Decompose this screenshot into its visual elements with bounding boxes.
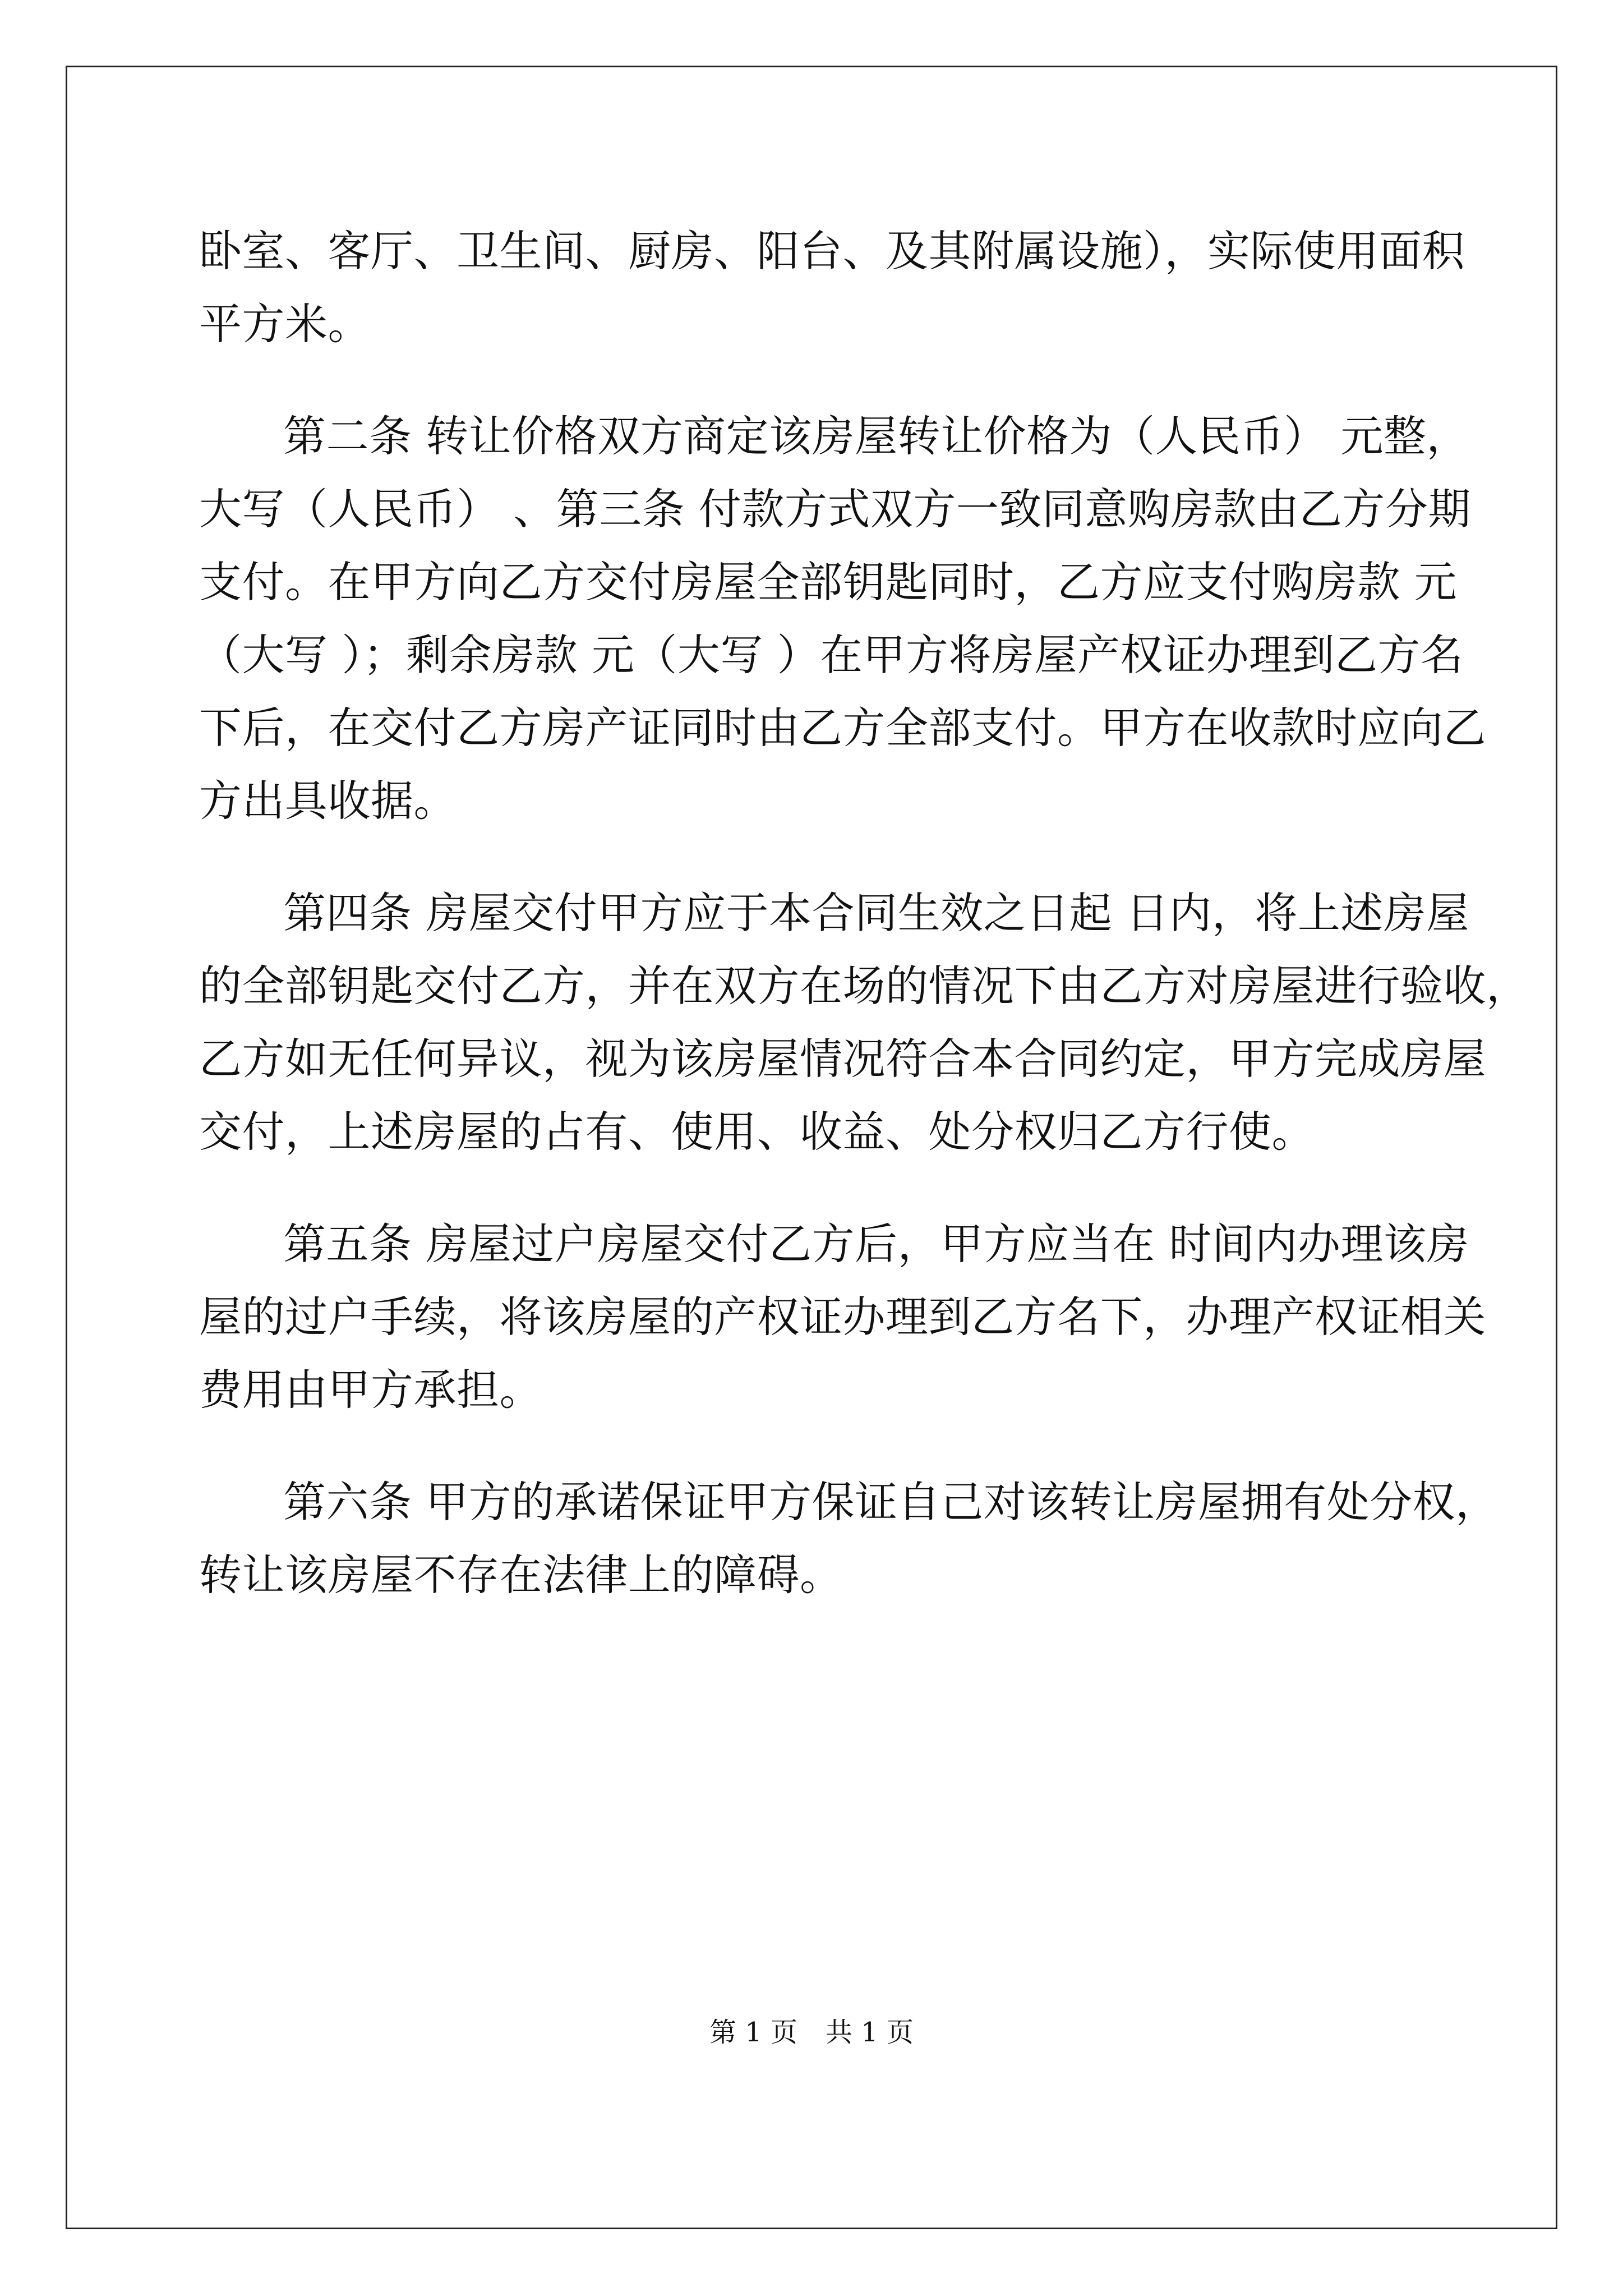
page-total: 共 1 页	[826, 2017, 914, 2048]
page-number: 第 1 页	[709, 2017, 797, 2048]
text-line: 乙方如无任何异议，视为该房屋情况符合本合同约定，甲方完成房屋	[199, 1034, 1486, 1084]
text-line: 屋的过户手续，将该房屋的产权证办理到乙方名下，办理产权证相关	[199, 1292, 1486, 1342]
text-line: 第二条 转让价格双方商定该房屋转让价格为（人民币） 元整，	[283, 411, 1469, 461]
paragraph	[199, 1208, 1486, 1427]
text-line: 的全部钥匙交付乙方，并在双方在场的情况下由乙方对房屋进行验收，	[199, 961, 1529, 1011]
paragraph	[199, 215, 1465, 361]
text-line: 第四条 房屋交付甲方应于本合同生效之日起 日内，将上述房屋	[283, 888, 1469, 938]
text-line: 转让该房屋不存在法律上的障碍。	[199, 1550, 843, 1600]
text-line: 卧室、客厅、卫生间、厨房、阳台、及其附属设施），实际使用面积	[199, 226, 1465, 276]
document-body	[199, 215, 1529, 1612]
text-line: 下后，在交付乙方房产证同时由乙方全部支付。甲方在收款时应向乙	[199, 703, 1486, 753]
text-line: 费用由甲方承担。	[199, 1365, 542, 1415]
paragraph	[199, 400, 1486, 838]
text-line: 第五条 房屋过户房屋交付乙方后，甲方应当在 时间内办理该房	[283, 1219, 1469, 1269]
text-line: 平方米。	[199, 299, 371, 349]
text-line: 大写（人民币） 、第三条 付款方式双方一致同意购房款由乙方分期	[199, 484, 1471, 534]
text-line: 交付，上述房屋的占有、使用、收益、处分权归乙方行使。	[199, 1107, 1315, 1157]
text-line: （大写 ）；剩余房款 元（大写 ）在甲方将房屋产权证办理到乙方名	[199, 630, 1464, 680]
paragraph	[199, 877, 1529, 1168]
text-line: 第六条 甲方的承诺保证甲方保证自己对该转让房屋拥有处分权，	[283, 1477, 1498, 1527]
text-line: 支付。在甲方向乙方交付房屋全部钥匙同时，乙方应支付购房款 元	[199, 557, 1458, 607]
text-line: 方出具收据。	[199, 776, 457, 826]
paragraph	[199, 1466, 1498, 1612]
page-footer	[0, 2016, 1623, 2049]
